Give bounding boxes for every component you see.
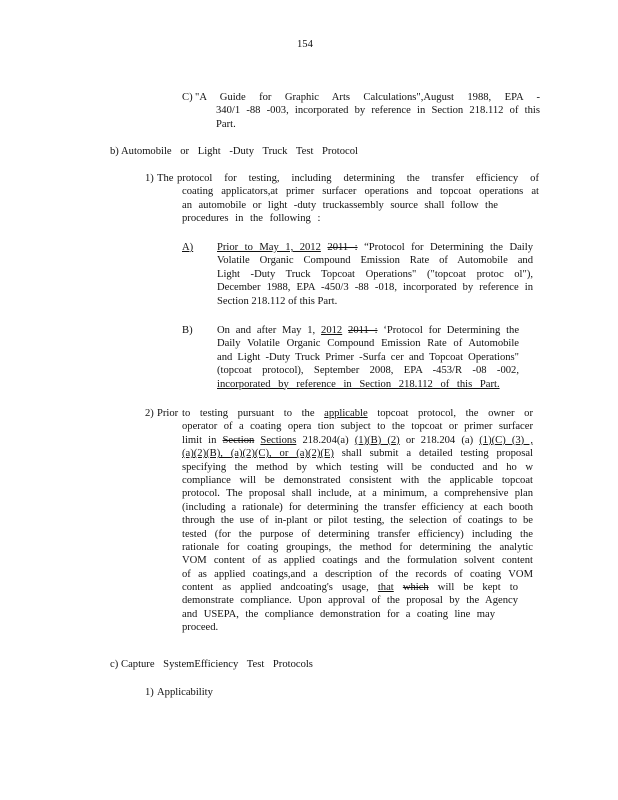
text-run: “Protocol for Determining the Daily: [357, 242, 533, 253]
inserted-text: (1)(C) (3) ,: [479, 434, 533, 446]
paragraph-line: coating applicators,at primer surfacer operations and topcoat operations at: [182, 186, 539, 198]
inserted-text: applicable: [324, 408, 368, 419]
text-run: limit in: [182, 434, 217, 446]
paragraph-line: Daily Volatile Organic Compound Emission Rate of Automobile: [217, 338, 519, 350]
paragraph-line: specifying the method by which testing will be conducted and ho w: [182, 461, 533, 473]
text-run: topcoat protocol, the owner or: [377, 408, 533, 419]
paragraph-line: [217, 378, 519, 391]
paragraph-line: rationale for coating groupings, the method for determining the analytic: [182, 541, 533, 553]
paragraph-line: and USEPA, the compliance demonstration for a coating line may: [182, 608, 495, 620]
paragraph-line: [217, 324, 519, 337]
paragraph-line: Light -Duty Truck Topcoat Operations" ("topcoat protoc ol"),: [217, 268, 533, 280]
text-run: On and after May 1,: [217, 325, 316, 336]
paragraph-line: protocol. The proposal shall include, at a minimum, a comprehensive plan: [182, 488, 533, 500]
text-run: (a): [461, 434, 474, 446]
paragraph-line: and Light -Duty Truck Primer -Surfa cer and Topcoat Operations": [217, 351, 519, 363]
text-run: shall submit a detailed testing proposal: [341, 448, 533, 460]
item-heading: Applicability: [157, 687, 213, 698]
item-marker: A): [182, 242, 194, 253]
paragraph-line: compliance will be demonstrated consistent with the applicable topcoat: [182, 474, 533, 486]
item-marker: C): [182, 92, 193, 103]
inserted-text: (a)(2)(B), (a)(2)(C), or (a)(2)(E): [182, 448, 334, 460]
deleted-text: 2011 :: [327, 242, 358, 253]
inserted-text: (1)(B) (2): [354, 434, 400, 446]
paragraph-line: operator of a coating opera tion subject to the topcoat or primer surfacer: [182, 421, 533, 433]
paragraph-line: "A Guide for Graphic Arts Calculations",August 1988, EPA -: [195, 92, 540, 103]
paragraph-line: procedures in the following :: [182, 213, 321, 225]
section-marker: c): [110, 659, 119, 670]
item-first-word: The: [157, 173, 174, 184]
page-number: 154: [297, 39, 313, 50]
item-marker: B): [182, 325, 193, 336]
paragraph-line: VOM content of as applied coatings and the formulation solvent content: [182, 555, 533, 567]
item-marker: 2): [145, 408, 154, 419]
paragraph-line: [182, 447, 533, 460]
topcoat-protocol-paragraph: [217, 241, 533, 308]
paragraph-line: [182, 407, 533, 420]
section-heading: Capture SystemEfficiency Test Protocols: [121, 659, 313, 670]
paragraph-line: tested (for the purpose of determining transfer efficiency) including the: [182, 528, 533, 540]
paragraph-line: 340/1 -88 -003, incorporated by reference in Section 218.112 of this: [216, 105, 540, 117]
paragraph-line: (topcoat protocol), September 2008, EPA -453/R -08 -002,: [217, 365, 519, 377]
paragraph-line: [182, 581, 518, 594]
inserted-text: that: [377, 582, 394, 594]
inserted-text: 2012: [321, 325, 343, 336]
section-heading: Automobile or Light -Duty Truck Test Protocol: [121, 146, 358, 157]
inserted-text: Sections: [260, 434, 297, 446]
paragraph-line: an automobile or light -duty truckassembly source shall follow the: [182, 199, 498, 211]
paragraph-line: [217, 241, 533, 254]
paragraph-line: Part.: [216, 118, 236, 130]
paragraph-line: [182, 434, 533, 447]
paragraph-line: proceed.: [182, 622, 219, 634]
testing-proposal-paragraph: [182, 407, 533, 635]
item-marker: 1): [145, 173, 154, 184]
testing-protocol-paragraph: [177, 172, 539, 226]
text-run: content as applied andcoating's usage,: [182, 582, 369, 594]
item-first-word: Prior: [157, 408, 179, 419]
deleted-text: Section: [222, 434, 255, 446]
paragraph-line: Section 218.112 of this Part.: [217, 295, 338, 307]
inserted-text: incorporated by reference in Section 218.112 of this Part.: [217, 378, 500, 390]
guide-reference-paragraph: [195, 91, 540, 131]
paragraph-line: demonstrate compliance. Upon approval of the proposal by the Agency: [182, 595, 518, 607]
paragraph-line: of as applied coatings,and a description of the records of coating VOM: [182, 568, 533, 580]
text-run: 218.204(a): [302, 434, 349, 446]
text-run: or 218.204: [405, 434, 456, 446]
paragraph-line: (including a rationale) for determining the transfer efficiency at each booth: [182, 501, 533, 513]
text-run: to testing pursuant to the: [182, 408, 315, 419]
paragraph-line: protocol for testing, including determining the transfer efficiency of: [177, 173, 539, 184]
text-run: will be kept to: [437, 582, 518, 594]
text-run: ‘Protocol for Determining the: [377, 325, 520, 336]
paragraph-line: through the use of in-plant or pilot testing, the selection of coatings to be: [182, 515, 533, 527]
deleted-text: which: [402, 582, 429, 594]
item-marker: 1): [145, 687, 154, 698]
primer-protocol-paragraph: [217, 324, 519, 391]
deleted-text: 2011 :: [348, 325, 378, 336]
paragraph-line: Volatile Organic Compound Emission Rate of Automobile and: [217, 255, 533, 267]
amended-text: Prior to May 1, 2012: [217, 242, 321, 253]
paragraph-line: December 1988, EPA -450/3 -88 -018, incorporated by reference in: [217, 282, 533, 294]
section-marker: b): [110, 146, 119, 157]
